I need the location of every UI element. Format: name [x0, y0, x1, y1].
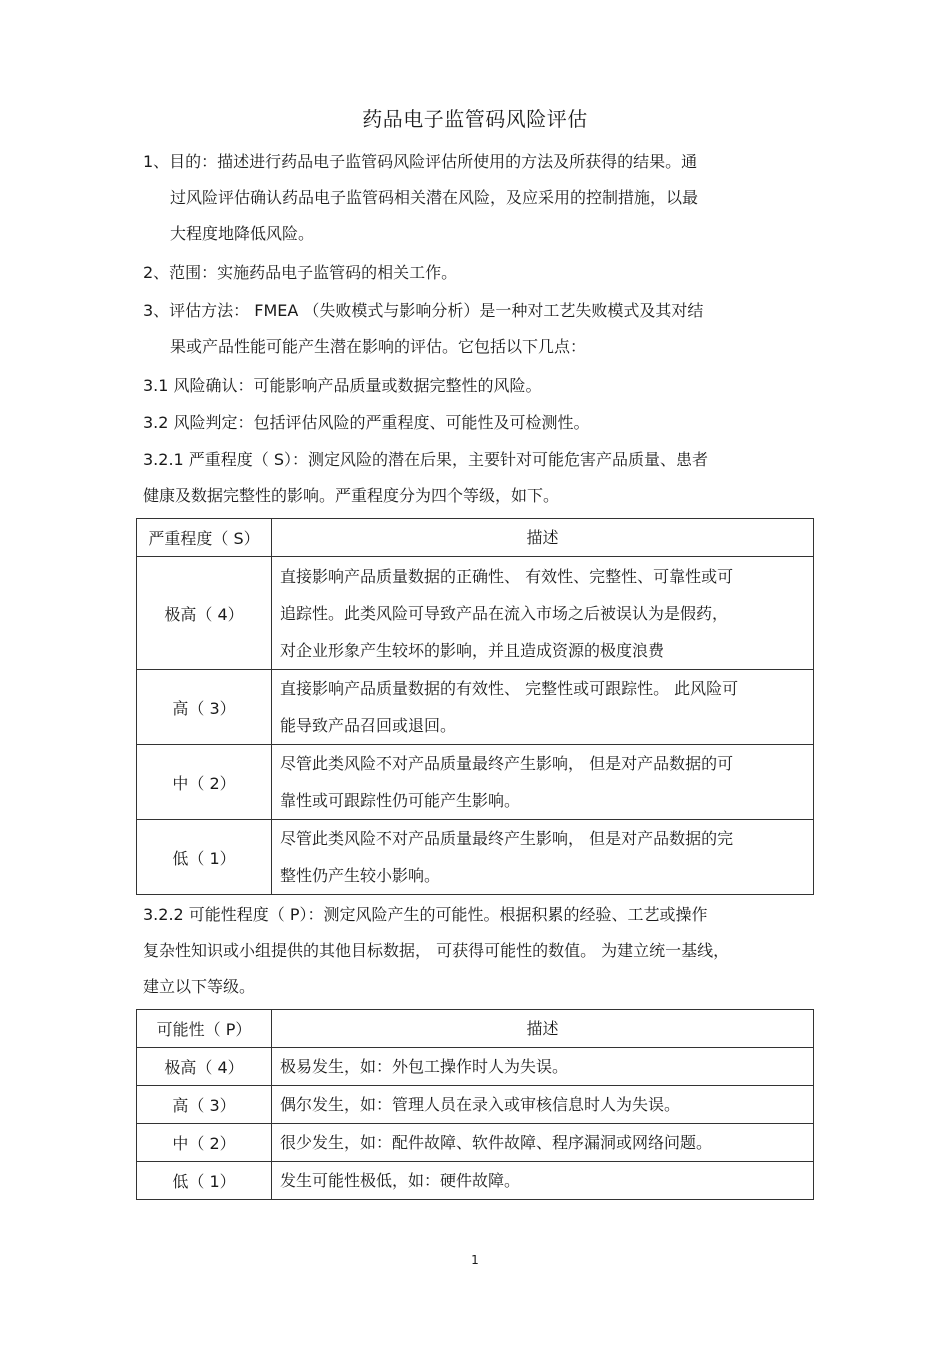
severity-desc: [272, 557, 814, 670]
severity-level: 低（ 1）: [137, 820, 272, 895]
severity-header-desc: 描述: [272, 519, 814, 557]
s31-line: 3.1 风险确认：可能影响产品质量或数据完整性的风险。: [143, 376, 542, 395]
s322-line-2: 复杂性知识或小组提供的其他目标数据， 可获得可能性的数值。 为建立统一基线，: [143, 941, 730, 960]
probability-level: 高（ 3）: [137, 1086, 272, 1124]
document-title: 药品电子监管码风险评估: [362, 107, 588, 131]
probability-desc: 偶尔发生，如：管理人员在录入或审核信息时人为失误。: [272, 1086, 814, 1124]
desc-line: 直接影响产品质量数据的有效性、 完整性或可跟踪性。 此风险可: [280, 679, 739, 698]
s321-line-2: 健康及数据完整性的影响。严重程度分为四个等级，如下。: [143, 486, 560, 505]
table-row: [137, 1162, 814, 1200]
page-number: 1: [471, 1253, 479, 1267]
probability-desc: 很少发生，如：配件故障、软件故障、程序漏洞或网络问题。: [272, 1124, 814, 1162]
severity-level: 极高（ 4）: [137, 557, 272, 670]
desc-line: 追踪性。此类风险可导致产品在流入市场之后被误认为是假药，: [280, 603, 729, 623]
probability-table: [136, 1009, 814, 1200]
table-row: [137, 1086, 814, 1124]
method-line-1: 3、评估方法： FMEA （失败模式与影响分析）是一种对工艺失败模式及其对结: [143, 301, 704, 320]
table-row: [137, 745, 814, 820]
method-line-2: 果或产品性能可能产生潜在影响的评估。它包括以下几点：: [170, 337, 587, 356]
section-3-2: [143, 405, 823, 441]
section-3-1: [143, 368, 823, 404]
s321-line-1: 3.2.1 严重程度（ S）：测定风险的潜在后果，主要针对可能危害产品质量、患者: [143, 450, 709, 469]
severity-desc: [272, 820, 814, 895]
desc-line: 尽管此类风险不对产品质量最终产生影响， 但是对产品数据的可: [280, 754, 734, 773]
probability-level: 中（ 2）: [137, 1124, 272, 1162]
purpose-line-3: 大程度地降低风险。: [170, 224, 315, 243]
desc-line: 对企业形象产生较坏的影响，并且造成资源的极度浪费: [280, 640, 665, 660]
scope-line: 2、范围：实施药品电子监管码的相关工作。: [143, 263, 458, 282]
section-3-2-1: [143, 442, 823, 514]
probability-level: 极高（ 4）: [137, 1048, 272, 1086]
severity-header-row: [137, 519, 814, 557]
probability-header-desc: 描述: [272, 1010, 814, 1048]
probability-desc: 极易发生，如：外包工操作时人为失误。: [272, 1048, 814, 1086]
table-row: [137, 820, 814, 895]
severity-desc: [272, 745, 814, 820]
severity-table: [136, 518, 814, 895]
table-row: [137, 557, 814, 670]
severity-header-level: 严重程度（ S）: [137, 519, 272, 557]
table-row: [137, 1048, 814, 1086]
table-row: [137, 670, 814, 745]
severity-level: 高（ 3）: [137, 670, 272, 745]
probability-desc: 发生可能性极低，如：硬件故障。: [272, 1162, 814, 1200]
desc-line: 能导致产品召回或退回。: [280, 716, 457, 735]
severity-level: 中（ 2）: [137, 745, 272, 820]
probability-header-level: 可能性（ P）: [137, 1010, 272, 1048]
desc-line: 尽管此类风险不对产品质量最终产生影响， 但是对产品数据的完: [280, 829, 734, 848]
probability-header-row: [137, 1010, 814, 1048]
purpose-line-1: 1、目的：描述进行药品电子监管码风险评估所使用的方法及所获得的结果。通: [143, 152, 698, 171]
table-row: [137, 1124, 814, 1162]
desc-line: 直接影响产品质量数据的正确性、 有效性、完整性、可靠性或可: [280, 566, 734, 586]
section-method: [143, 293, 823, 365]
s322-line-1: 3.2.2 可能性程度（ P）：测定风险产生的可能性。根据积累的经验、工艺或操作: [143, 905, 708, 924]
probability-level: 低（ 1）: [137, 1162, 272, 1200]
section-purpose: [143, 144, 823, 252]
desc-line: 整性仍产生较小影响。: [280, 866, 441, 885]
purpose-line-2: 过风险评估确认药品电子监管码相关潜在风险，及应采用的控制措施，以最: [170, 188, 699, 207]
s32-line: 3.2 风险判定：包括评估风险的严重程度、可能性及可检测性。: [143, 413, 590, 432]
severity-desc: [272, 670, 814, 745]
section-scope: [143, 255, 823, 291]
s322-line-3: 建立以下等级。: [143, 977, 256, 996]
section-3-2-2: [143, 897, 823, 1005]
desc-line: 靠性或可跟踪性仍可能产生影响。: [280, 791, 521, 810]
